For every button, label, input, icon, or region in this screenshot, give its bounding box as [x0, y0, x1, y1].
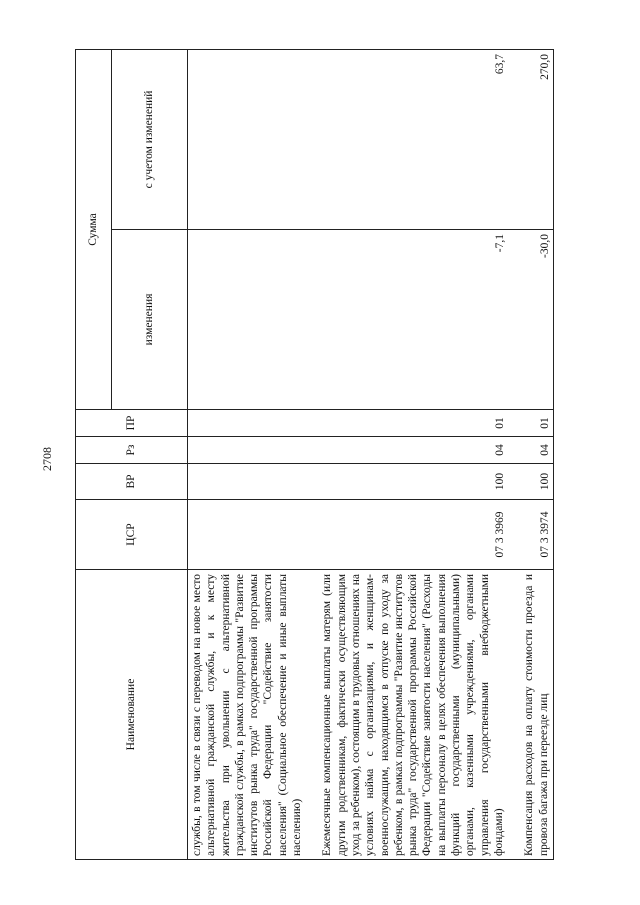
rotated-page-content: [75, 50, 615, 860]
table-row: [508, 49, 553, 859]
row-pr: 01: [306, 410, 508, 437]
row-vr: [188, 464, 307, 500]
header-vr: ВР: [76, 464, 188, 500]
header-name: Наименование: [76, 570, 188, 860]
row-change: [188, 230, 307, 410]
row-rz: [188, 437, 307, 464]
row-csr: [188, 500, 307, 570]
table-row: [188, 49, 307, 859]
row-pr: 01: [508, 410, 553, 437]
row-rz: 04: [306, 437, 508, 464]
row-total: [188, 49, 307, 229]
row-csr: 07 3 3969: [306, 500, 508, 570]
header-change: изменения: [112, 230, 188, 410]
header-sum: Сумма: [76, 49, 112, 409]
budget-table: [75, 49, 554, 860]
table-row: [306, 49, 508, 859]
row-vr: 100: [508, 464, 553, 500]
header-csr: ЦСР: [76, 500, 188, 570]
row-total: 63,7: [306, 49, 508, 229]
row-change: -7,1: [306, 230, 508, 410]
row-name: Компенсация расходов на оплату стоимости проезда и провоза багажа при переезде лиц: [508, 570, 553, 860]
row-vr: 100: [306, 464, 508, 500]
header-rz: Рз: [76, 437, 188, 464]
row-pr: [188, 410, 307, 437]
row-name: Ежемесячные компенсационные выплаты матерям (или другим родственникам, фактически осуществляющим уход за ребенком), состоящим в трудовых отношениях на условиях найма с организациями, и женщинам-военнослужащим, находящимся в отпуске по уходу за ребенком, в рамках подпрограммы "Развитие институтов рынка труда" государственной программы Российской Федерации "Содействие занятости населения" (Расходы на выплаты персоналу в целях обеспечения выполнения функций государственными (муниципальными) органами, казенными учреждениями, органами управления государственными внебюджетными фондами): [306, 570, 508, 860]
header-with-change: с учетом изменений: [112, 49, 188, 229]
row-name: службы, в том числе в связи с переводом на новое место альтернативной гражданской службы, и к месту жительства при увольнении с альтернативной гражданской службы, в рамках подпрограммы "Развитие институтов рынка труда" государственной программы Российской Федерации "Содействие занятости населения" (Социальное обеспечение и иные выплаты населению): [188, 570, 307, 860]
page-number: 2708: [40, 447, 54, 471]
header-pr: ПР: [76, 410, 188, 437]
row-csr: 07 3 3974: [508, 500, 553, 570]
row-total: 270,0: [508, 49, 553, 229]
row-change: -30,0: [508, 230, 553, 410]
row-rz: 04: [508, 437, 553, 464]
